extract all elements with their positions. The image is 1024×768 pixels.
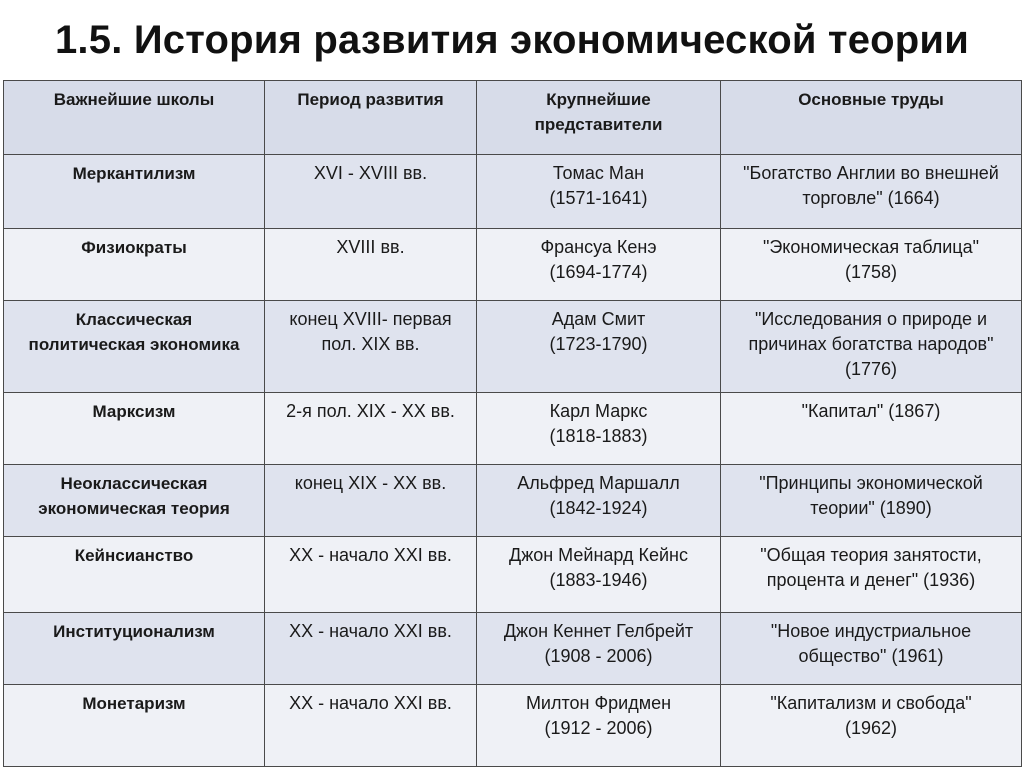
cell-school bbox=[4, 537, 265, 613]
slide-title: 1.5. История развития экономической теории bbox=[54, 18, 970, 62]
cell-works-line: (1758) bbox=[844, 262, 898, 282]
cell-works-line: процента и денег" (1936) bbox=[766, 570, 976, 590]
cell-works-line: (1962) bbox=[844, 718, 898, 738]
cell-works bbox=[721, 613, 1022, 685]
cell-works-line: "Общая теория занятости, bbox=[760, 545, 982, 565]
cell-works-line: "Экономическая таблица" bbox=[762, 237, 980, 257]
table-row bbox=[4, 465, 1022, 537]
cell-representatives bbox=[477, 685, 721, 767]
cell-representatives-line: (1883-1946) bbox=[549, 570, 648, 590]
cell-works bbox=[721, 301, 1022, 393]
cell-school-line: Кейнсианство bbox=[74, 546, 194, 565]
cell-works-line: теории" (1890) bbox=[810, 498, 932, 518]
table-row bbox=[4, 685, 1022, 767]
cell-period-line: XX - начало XXI вв. bbox=[289, 545, 452, 565]
cell-period-line: конец XIX - XX вв. bbox=[294, 473, 447, 493]
cell-period bbox=[265, 465, 477, 537]
cell-representatives-line: (1908 - 2006) bbox=[544, 646, 653, 666]
cell-representatives-line: Томас Ман bbox=[552, 163, 645, 183]
cell-works-line: "Новое индустриальное bbox=[770, 621, 972, 641]
cell-period-line: конец XVIII- первая bbox=[289, 309, 452, 329]
cell-period bbox=[265, 301, 477, 393]
cell-period bbox=[265, 613, 477, 685]
cell-representatives bbox=[477, 301, 721, 393]
cell-representatives bbox=[477, 155, 721, 229]
cell-representatives bbox=[477, 613, 721, 685]
cell-works bbox=[721, 393, 1022, 465]
cell-school bbox=[4, 301, 265, 393]
cell-school bbox=[4, 685, 265, 767]
cell-period-line: XX - начало XXI вв. bbox=[289, 621, 452, 641]
cell-representatives bbox=[477, 393, 721, 465]
cell-school bbox=[4, 613, 265, 685]
cell-works-line: общество" (1961) bbox=[798, 646, 944, 666]
cell-school bbox=[4, 229, 265, 301]
cell-representatives-line: Милтон Фридмен bbox=[525, 693, 672, 713]
header-representatives: Крупнейшие представители bbox=[477, 81, 721, 155]
cell-representatives-line: Адам Смит bbox=[551, 309, 646, 329]
cell-works-line: "Исследования о природе и bbox=[754, 309, 988, 329]
cell-period-line: 2-я пол. XIX - XX вв. bbox=[286, 401, 455, 421]
cell-school-line: экономическая теория bbox=[38, 499, 230, 518]
header-school: Важнейшие школы bbox=[4, 81, 265, 155]
cell-school-line: Институционализм bbox=[53, 622, 215, 641]
cell-works-line: торговле" (1664) bbox=[802, 188, 940, 208]
cell-works-line: "Капитал" (1867) bbox=[801, 401, 941, 421]
cell-school-line: Неоклассическая bbox=[60, 474, 208, 493]
table-row bbox=[4, 155, 1022, 229]
header-works: Основные труды bbox=[721, 81, 1022, 155]
cell-period-line: XX - начало XXI вв. bbox=[289, 693, 452, 713]
cell-works bbox=[721, 465, 1022, 537]
cell-representatives-line: Джон Мейнард Кейнс bbox=[509, 545, 688, 565]
cell-school-line: Физиократы bbox=[81, 238, 187, 257]
cell-works-line: причинах богатства народов" bbox=[748, 334, 994, 354]
cell-school-line: Марксизм bbox=[92, 402, 176, 421]
cell-school-line: Классическая bbox=[75, 310, 193, 329]
cell-period bbox=[265, 229, 477, 301]
cell-school bbox=[4, 393, 265, 465]
cell-representatives-line: (1571-1641) bbox=[549, 188, 648, 208]
cell-representatives-line: (1842-1924) bbox=[549, 498, 648, 518]
cell-works-line: "Капитализм и свобода" bbox=[770, 693, 972, 713]
table-row bbox=[4, 393, 1022, 465]
cell-works bbox=[721, 155, 1022, 229]
cell-representatives-line: (1818-1883) bbox=[549, 426, 648, 446]
cell-period bbox=[265, 685, 477, 767]
cell-works-line: (1776) bbox=[844, 359, 898, 379]
cell-works-line: "Богатство Англии во внешней bbox=[743, 163, 999, 183]
table-row bbox=[4, 301, 1022, 393]
header-row bbox=[4, 81, 1022, 155]
cell-period-line: пол. XIX вв. bbox=[321, 334, 420, 354]
cell-period bbox=[265, 393, 477, 465]
cell-representatives-line: (1694-1774) bbox=[549, 262, 648, 282]
cell-school-line: Меркантилизм bbox=[72, 164, 196, 183]
cell-representatives bbox=[477, 465, 721, 537]
table-row bbox=[4, 613, 1022, 685]
cell-school-line: политическая экономика bbox=[28, 335, 240, 354]
cell-representatives-line: Джон Кеннет Гелбрейт bbox=[503, 621, 694, 641]
cell-representatives-line: Франсуа Кенэ bbox=[540, 237, 657, 257]
cell-period bbox=[265, 155, 477, 229]
cell-period-line: XVIII вв. bbox=[336, 237, 405, 257]
schools-table bbox=[3, 80, 1022, 767]
cell-works-line: "Принципы экономической bbox=[759, 473, 983, 493]
cell-period-line: XVI - XVIII вв. bbox=[313, 163, 428, 183]
header-period: Период развития bbox=[265, 81, 477, 155]
cell-works bbox=[721, 537, 1022, 613]
cell-representatives bbox=[477, 537, 721, 613]
cell-period bbox=[265, 537, 477, 613]
cell-representatives-line: Карл Маркс bbox=[549, 401, 648, 421]
cell-school bbox=[4, 155, 265, 229]
cell-school-line: Монетаризм bbox=[82, 694, 186, 713]
cell-works bbox=[721, 685, 1022, 767]
cell-representatives-line: Альфред Маршалл bbox=[517, 473, 680, 493]
cell-works bbox=[721, 229, 1022, 301]
cell-representatives bbox=[477, 229, 721, 301]
cell-school bbox=[4, 465, 265, 537]
table-row bbox=[4, 229, 1022, 301]
cell-representatives-line: (1912 - 2006) bbox=[544, 718, 653, 738]
cell-representatives-line: (1723-1790) bbox=[549, 334, 648, 354]
table-row bbox=[4, 537, 1022, 613]
